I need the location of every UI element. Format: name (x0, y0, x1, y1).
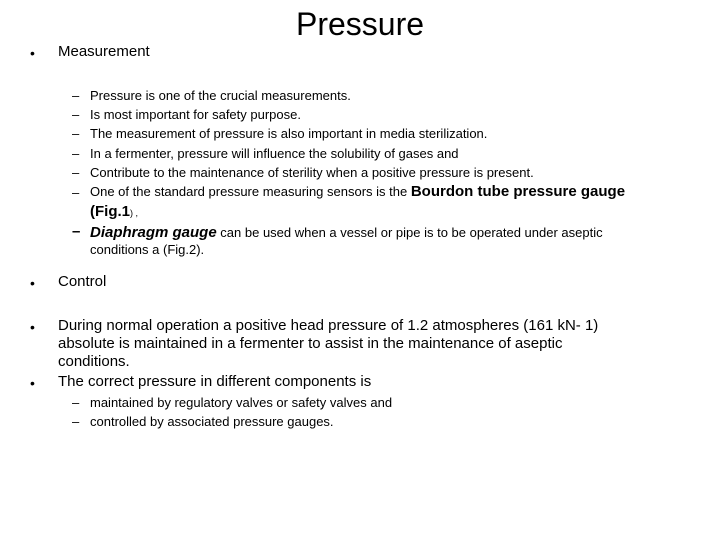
dash: – (72, 395, 80, 410)
bourdon-gauge-name: Bourdon tube pressure gauge (410, 183, 626, 200)
fig1-suffix: ) , (130, 208, 138, 218)
diaphragm-text: can be used when a vessel or pipe is to be operated under aseptic (216, 225, 603, 240)
dash: – (72, 414, 80, 429)
sensor-item (90, 183, 625, 200)
bullet: • (30, 375, 35, 391)
correct-pressure-text: The correct pressure in different components is (58, 373, 372, 390)
dash: – (72, 88, 80, 103)
control-sub-item: controlled by associated pressure gauges. (90, 414, 334, 429)
diaphragm-gauge-name: Diaphragm gauge (90, 224, 217, 241)
control-heading: Control (58, 273, 107, 290)
fig1-reference (90, 203, 138, 222)
diaphragm-item (90, 224, 603, 241)
dash: – (72, 146, 80, 161)
bullet: • (30, 275, 35, 291)
control-paragraph: During normal operation a positive head pressure of 1.2 atmospheres (161 kN- 1) absolute is maintained in a fermenter to assist in the maintenance of aseptic conditions. (58, 317, 599, 370)
control-sub-item: maintained by regulatory valves or safety valves and (90, 395, 393, 410)
slide-title: Pressure (295, 6, 425, 42)
bullet: • (30, 319, 35, 335)
measurement-item: Is most important for safety purpose. (90, 107, 301, 122)
measurement-item: The measurement of pressure is also important in media sterilization. (90, 126, 488, 141)
measurement-item: In a fermenter, pressure will influence the solubility of gases and (90, 146, 459, 161)
sensor-lead: One of the standard pressure measuring sensors is the (90, 184, 411, 199)
measurement-item: Contribute to the maintenance of sterility when a positive pressure is present. (90, 165, 534, 180)
dash: – (72, 165, 80, 180)
diaphragm-continuation: conditions a (Fig.2). (90, 242, 205, 257)
dash: – (72, 185, 80, 200)
measurement-item: Pressure is one of the crucial measurements. (90, 88, 351, 103)
measurement-heading: Measurement (58, 43, 150, 60)
fig1-label: (Fig.1 (90, 203, 130, 220)
dash: – (72, 223, 81, 240)
bullet: • (30, 45, 35, 61)
dash: – (72, 107, 80, 122)
dash: – (72, 126, 80, 141)
